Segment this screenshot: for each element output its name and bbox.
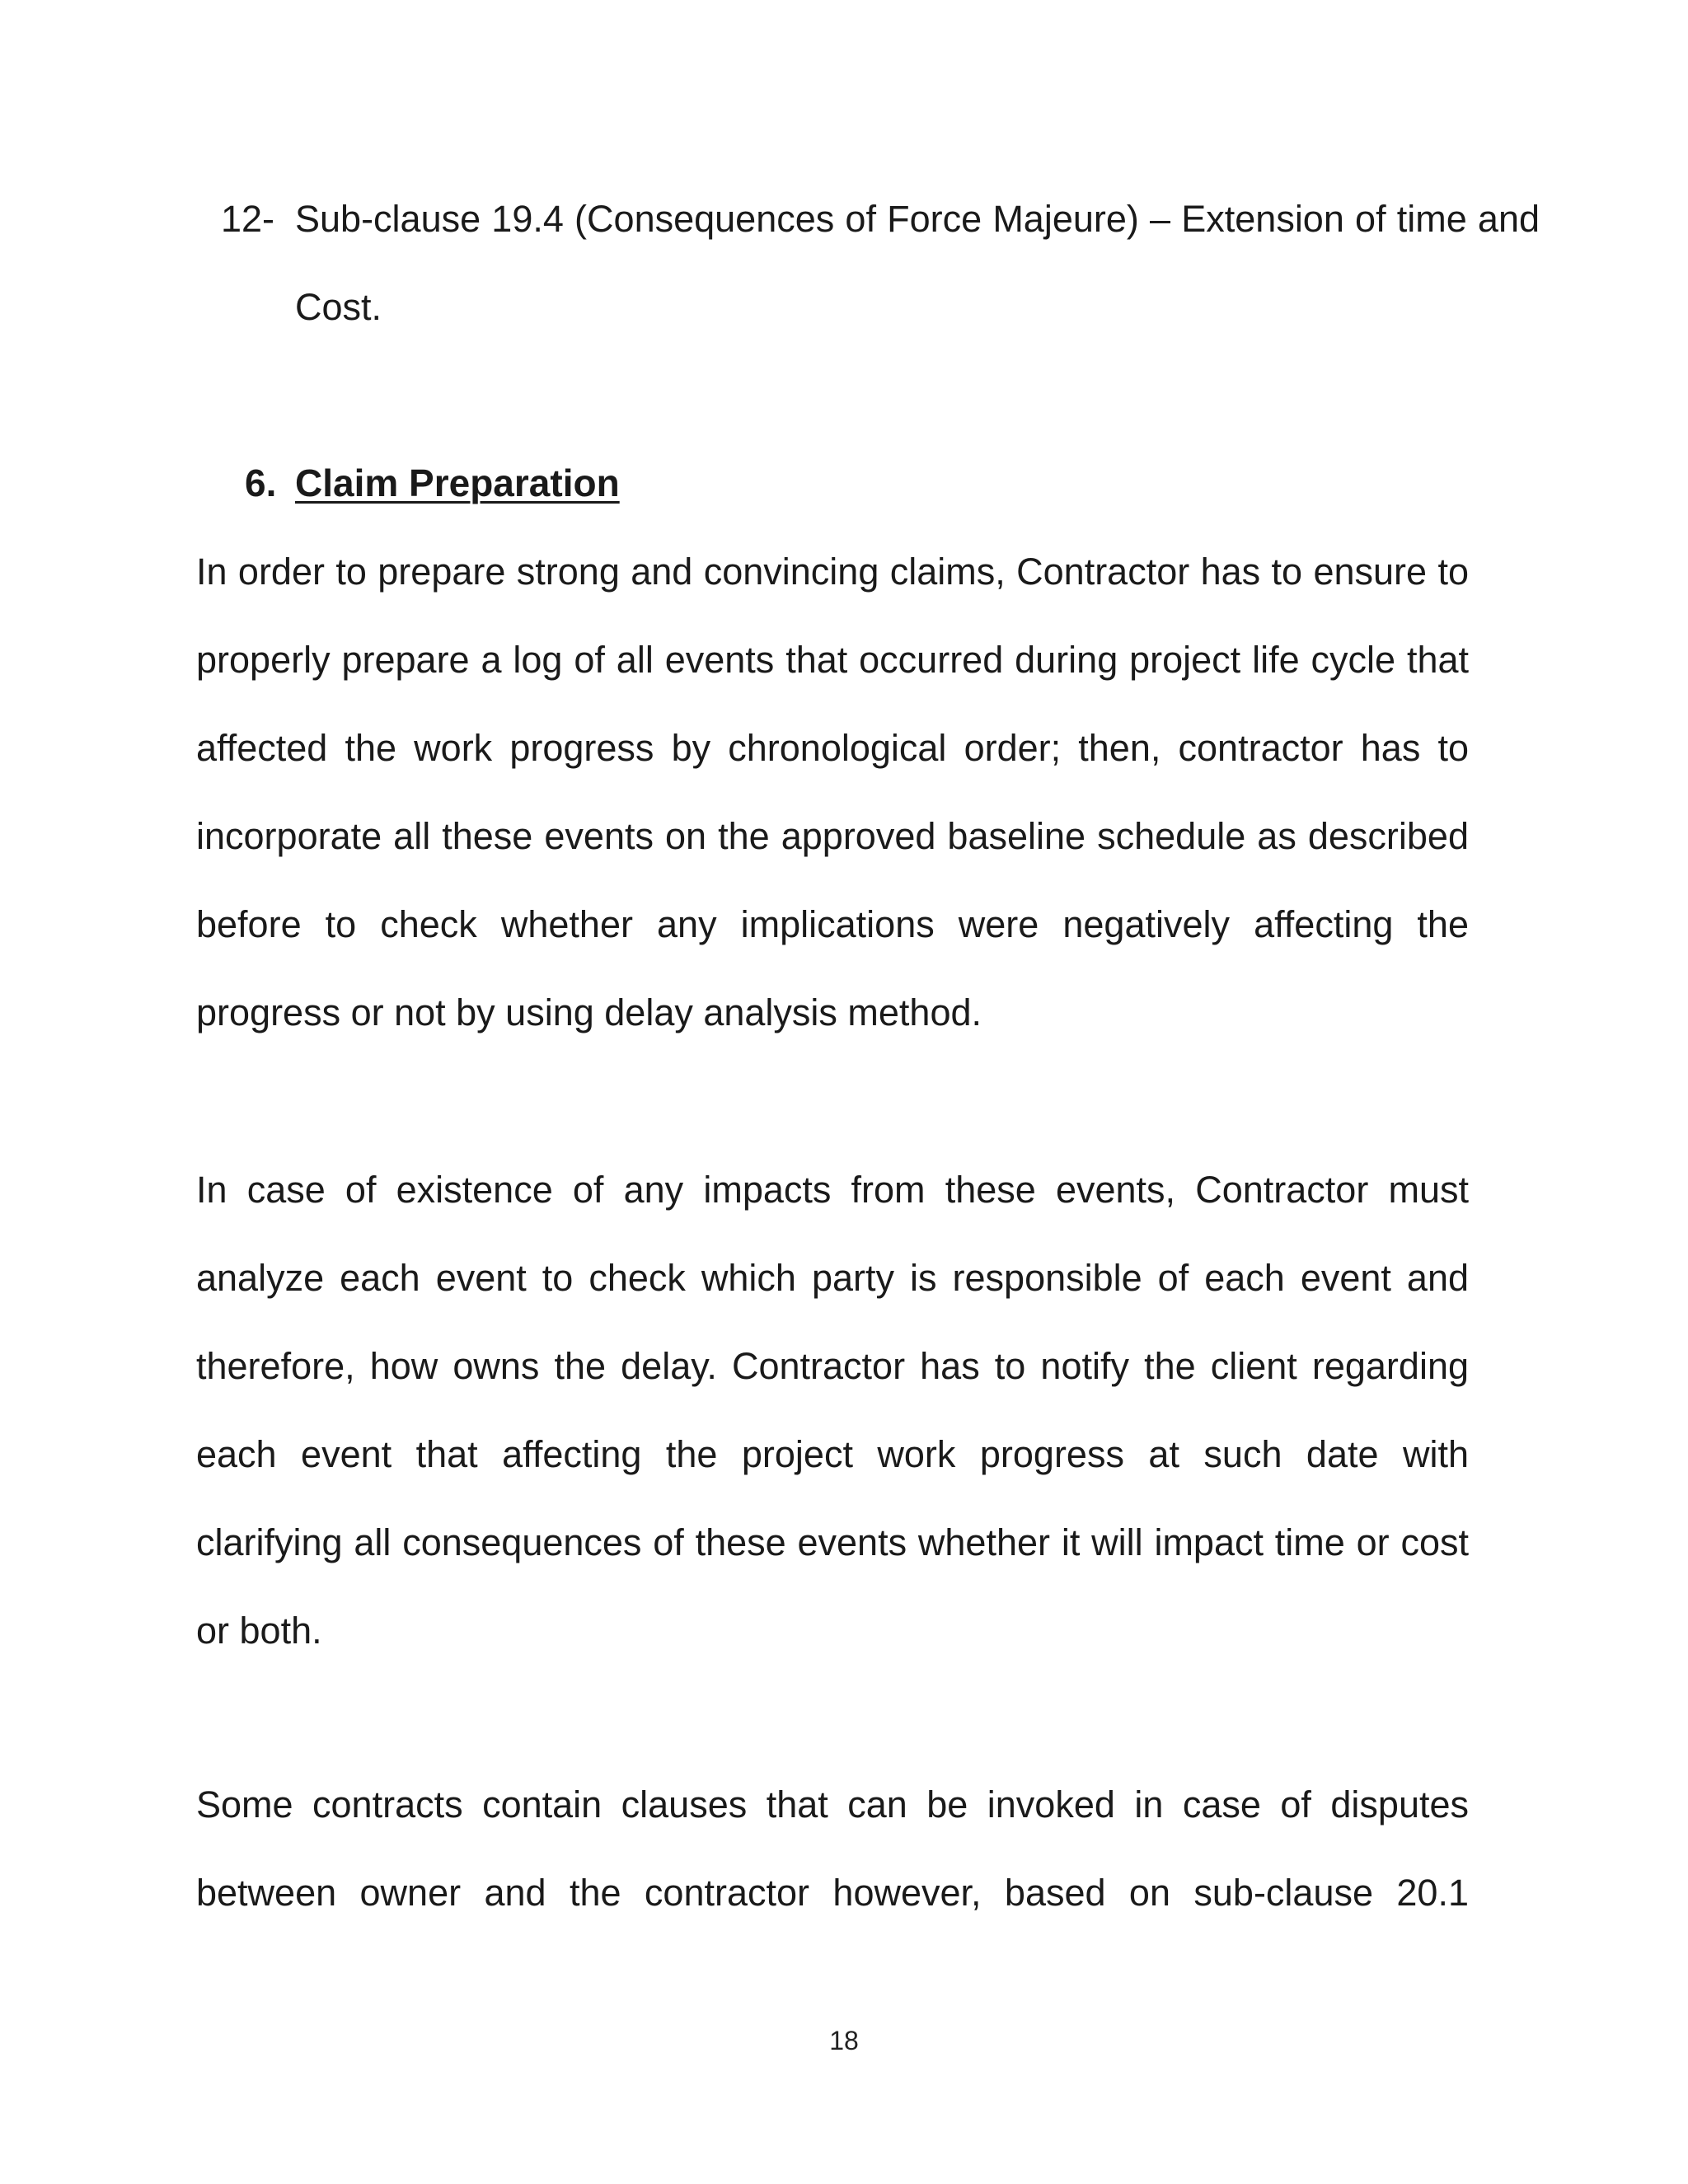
paragraph-2: In case of existence of any impacts from these events, Contractor must analyze each event to check which party is responsible of each event and therefore, how owns the delay. Contractor has to notify the client regarding each event that affecting the project work progress at such date with clarifying all consequences of these events whether it will impact time or cost or both. bbox=[196, 1169, 1469, 1652]
paragraph-1: In order to prepare strong and convincing claims, Contractor has to ensure to properly prepare a log of all events that occurred during project life cycle that affected the work progress by chronological order; then, contractor has to incorporate all these events on the approved baseline schedule as described before to check whether any implications were negatively affecting the progress or not by using delay analysis method. bbox=[196, 551, 1469, 1033]
list-item-12 bbox=[221, 175, 1540, 351]
section-heading bbox=[245, 439, 620, 527]
section-number: 6. bbox=[245, 462, 277, 504]
list-item-text: Sub-clause 19.4 (Consequences of Force Majeure) – Extension of time and Cost. bbox=[295, 198, 1540, 328]
paragraph-3: Some contracts contain clauses that can be invoked in case of disputes between owner and the contractor however, based on sub-clause 20.1 bbox=[196, 1783, 1469, 1914]
list-item-number: 12- bbox=[221, 198, 275, 240]
section-title: Claim Preparation bbox=[295, 462, 620, 504]
page-number: 18 bbox=[829, 2026, 859, 2055]
